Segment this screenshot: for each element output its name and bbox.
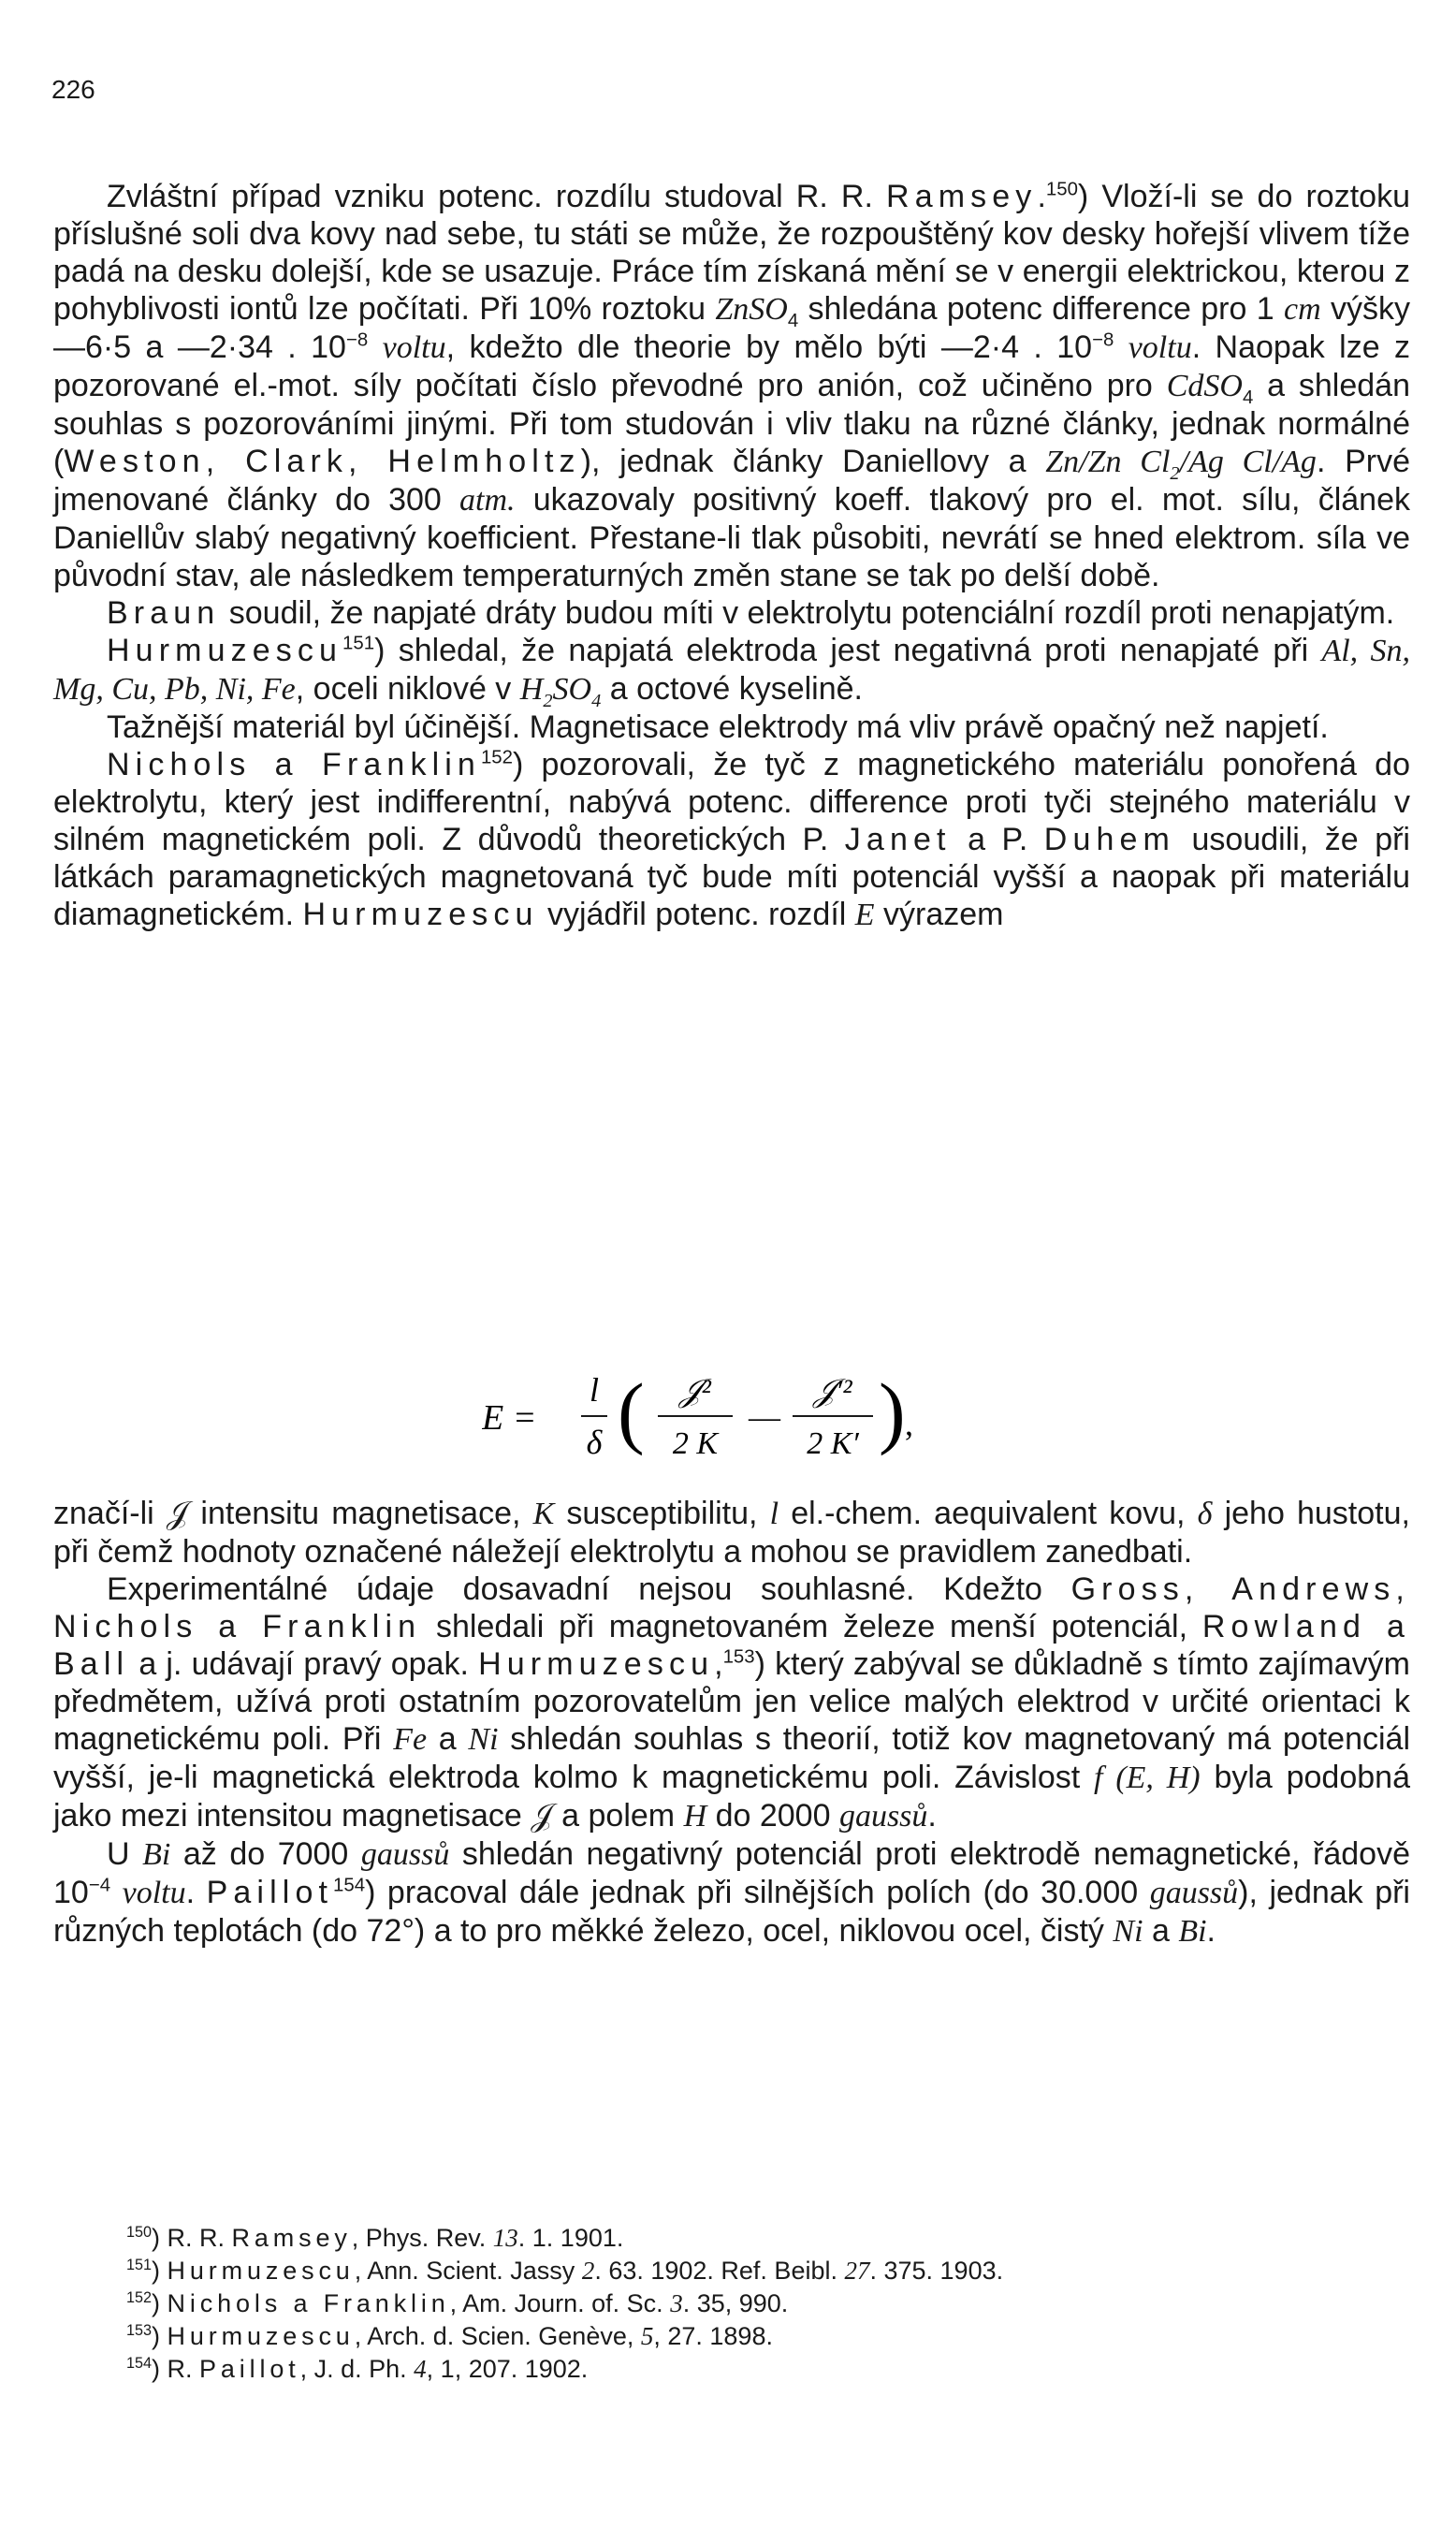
footnote: $^{151}$) Hurmuzescu, Ann. Scient. Jassy 2. 63. 1902. Ref. Beibl. 27. 375. 1903. <box>126 2257 1004 2285</box>
footnote: $^{150}$) R. R. Ramsey, Phys. Rev. 13. 1. 1901. <box>126 2224 624 2252</box>
paragraph: Hurmuzescu$^{151}$) shledal, že napjatá elektroda jest negativná proti nenapjaté při Al, Sn, Mg, Cu, Pb, Ni, Fe, oceli niklové v $H_2SO_4$ a octové kyselině. <box>53 633 1411 711</box>
footnote-number: $^{154}$) <box>126 2355 161 2383</box>
paragraph: značí-li 𝒥 intensitu magnetisace, K susceptibilitu, l el.-chem. aequivalent kovu, δ jeho hustotu, při čemž hodnoty označené náležejí elektrolytu a mohou se pravidlem zanedbati. <box>53 1496 1410 1570</box>
formula-den1: 2 K <box>672 1426 719 1461</box>
formula-comma: , <box>905 1405 913 1442</box>
paragraph: Nichols a Franklin$^{152}$) pozorovali, že tyč z magnetického materiálu ponořená do elektrolytu, který jest indifferentní, nabývá potenc. difference proti tyči stejného materiálu v silném magnetickém poli. Z důvodů theoretických P. Janet a P. Duhem usoudili, že při látkách paramagnetických magnetovaná tyč bude míti potenciál vyšší a naopak při materiálu diamagnetickém. Hurmuzescu vyjádřil potenc. rozdíl E výrazem <box>53 747 1410 932</box>
paragraph: Experimentálné údaje dosavadní nejsou souhlasné. Kdežto Gross, Andrews, Nichols a Franklin shledali při magnetovaném železe menší potenciál, Rowland a Ball a j. udávají pravý opak. Hurmuzescu,$^{153}$) který zabýval se důkladně s tímto zajímavým předmětem, užívá proti ostatním pozorovatelům jen velice malých elektrod v určité orientaci k magnetickému poli. Při Fe a Ni shledán souhlas s theorií, totiž kov magnetovaný má potenciál vyšší, je-li magnetická elektroda kolmo k magnetickému poli. Závislost f (E, H) byla podobná jako mezi intensitou magnetisace 𝒥 a polem H do 2000 gaussů. <box>53 1571 1410 1834</box>
formula-right-paren: ) <box>879 1366 906 1456</box>
body-text-upper <box>53 178 1410 934</box>
footnote: $^{154}$) R. Paillot, J. d. Ph. 4, 1, 207. 1902. <box>126 2355 589 2383</box>
footnotes <box>126 2222 1436 2386</box>
page-number: 226 <box>51 75 95 104</box>
hurmuzescu-formula <box>482 1362 1006 1474</box>
footnote-number: $^{150}$) <box>126 2224 161 2252</box>
footnote: $^{152}$) Nichols a Franklin, Am. Journ. of. Sc. 3. 35, 990. <box>126 2289 789 2317</box>
footnote: $^{153}$) Hurmuzescu, Arch. d. Scien. Genève, 5, 27. 1898. <box>126 2322 773 2350</box>
formula-den2: 2 K′ <box>807 1426 859 1461</box>
footnote-number: $^{153}$) <box>126 2322 161 2350</box>
footnote-number: $^{151}$) <box>126 2257 161 2285</box>
paragraph: Braun soudil, že napjaté dráty budou míti v elektrolytu potenciální rozdíl proti nenapjatým. <box>107 595 1395 631</box>
footnote-number: $^{152}$) <box>126 2289 161 2317</box>
formula-num2: 𝒥′² <box>813 1374 852 1409</box>
formula-left-paren: ( <box>618 1366 645 1456</box>
formula-minus: — <box>749 1400 780 1435</box>
paragraph: Zvláštní případ vzniku potenc. rozdílu studoval R. R. Ramsey.$^{150}$) Vloží-li se do roztoku příslušné soli dva kovy nad sebe, tu státi se může, že rozpouštěný kov desky hořejší vlivem tíže padá na desku dolejší, kde se usazuje. Práce tím získaná mění se v energii elektrickou, kterou z pohyblivosti iontů lze počítati. Při 10% roztoku ZnSO$_4$ shledána potenc difference pro 1 cm výšky —6·5 a —2·34 . $10^{-8}$ voltu, kdežto dle theorie by mělo býti —2·4 . $10^{-8}$ voltu. Naopak lze z pozorované el.-mot. síly počítati číslo převodné pro anión, což učiněno pro CdSO$_4$ a shledán souhlas s pozorováními jinými. Při tom studován i vliv tlaku na různé články, jednak normálné (Weston, Clark, Helmholtz), jednak články Daniellovy a Zn/Zn $Cl_2/Ag$ Cl/Ag. Prvé jmenované články do 300 atm. ukazovaly positivný koeff. tlakový pro el. mot. sílu, článek Daniellův slabý negativný koefficient. Přestane-li tlak působiti, nevrátí se hned elektrom. síla ve původní stav, ale následkem temperaturných změn stane se tak po delší době. <box>53 179 1411 593</box>
paragraph: U Bi až do 7000 gaussů shledán negativný potenciál proti elektrodě nemagnetické, řádově $10^{-4}$ voltu. Paillot$^{154}$) pracoval dále jednak při silnějších polích (do 30.000 gaussů), jednak při různých teplotách (do 72°) a to pro měkké železo, ocel, niklovou ocel, čistý Ni a Bi. <box>53 1836 1410 1949</box>
formula-lhs: E = <box>482 1398 537 1438</box>
body-text-lower <box>53 1495 1410 1951</box>
formula-num1: 𝒥² <box>679 1374 711 1409</box>
formula-l: l <box>589 1371 600 1409</box>
formula-delta: δ <box>586 1424 603 1461</box>
paragraph: Tažnější materiál byl účinější. Magnetisace elektrody má vliv právě opačný než napjetí. <box>107 709 1329 745</box>
